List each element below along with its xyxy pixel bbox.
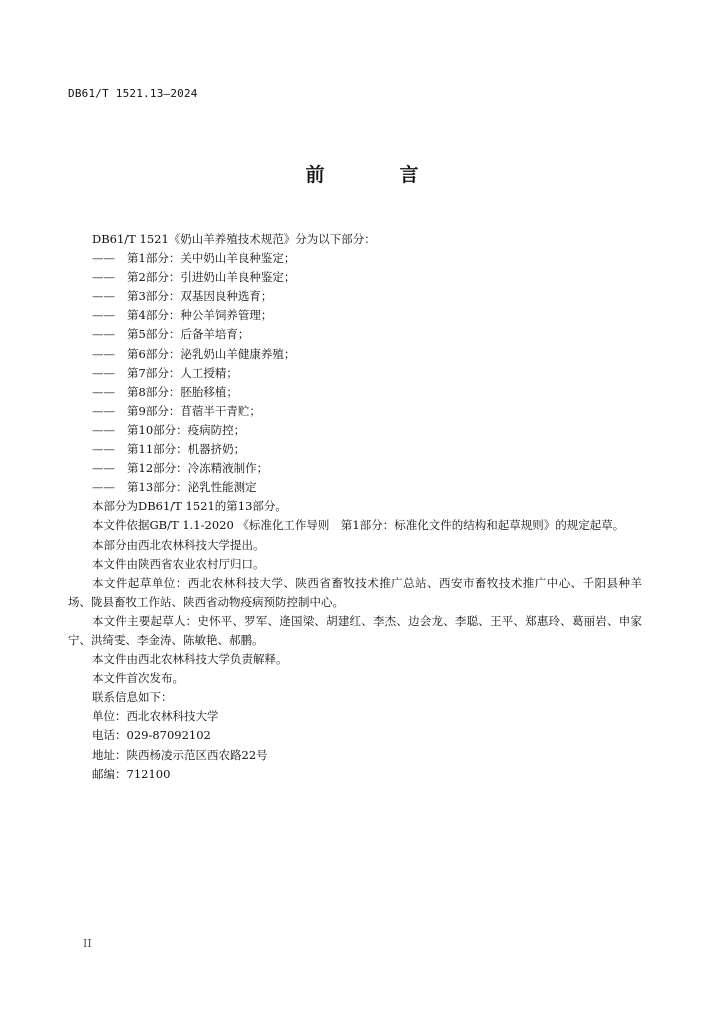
list-dash: —— (92, 480, 115, 495)
list-item-text: 第2部分：引进奶山羊良种鉴定； (127, 270, 296, 285)
list-item-text: 第13部分：泌乳性能测定 (127, 480, 257, 495)
list-dash: —— (92, 422, 115, 437)
paragraph: 地址：陕西杨凌示范区西农路22号 (92, 747, 268, 762)
list-dash: —— (92, 365, 115, 380)
paragraph: 本部分为DB61/T 1521的第13部分。 (92, 499, 287, 514)
list-dash: —— (92, 461, 115, 476)
paragraph: 本部分由西北农林科技大学提出。 (92, 537, 265, 552)
paragraph: 本文件依据GB/T 1.1-2020 《标准化工作导则 第1部分：标准化文件的结构和起草规则》的规定起草。 (92, 518, 625, 533)
list-dash: —— (92, 327, 115, 342)
list-item (68, 306, 642, 325)
list-item-text: 第9部分：苜蓿半干青贮； (127, 403, 261, 418)
list-dash: —— (92, 289, 115, 304)
paragraph: 本文件主要起草人：史怀平、罗军、逄国梁、胡建红、李杰、边会龙、李聪、王平、郑惠玲、葛丽岩、申家宁、洪绮雯、李金涛、陈敏艳、郝鹏。 (68, 613, 642, 647)
list-dash: —— (92, 403, 115, 418)
list-item-text: 第3部分：双基因良种选育； (127, 289, 273, 304)
page-title: 前 言 (305, 164, 447, 186)
list-dash: —— (92, 442, 115, 457)
list-item-text: 第7部分：人工授精； (127, 365, 238, 380)
list-dash: —— (92, 251, 115, 266)
list-item (68, 421, 642, 440)
list-dash: —— (92, 346, 115, 361)
document-code: DB61/T 1521.13—2024 (68, 87, 198, 100)
list-item-text: 第6部分：泌乳奶山羊健康养殖； (127, 346, 296, 361)
list-item (68, 440, 642, 459)
paragraph: 本文件由西北农林科技大学负责解释。 (92, 652, 288, 667)
list-item (68, 478, 642, 497)
list-item (68, 364, 642, 383)
list-dash: —— (92, 384, 115, 399)
paragraphs (68, 497, 642, 783)
page-number: II (83, 937, 92, 950)
list-item (68, 459, 642, 478)
list-item (68, 287, 642, 306)
list-item-text: 第12部分：冷冻精液制作； (127, 461, 269, 476)
list-item-text: 第8部分：胚胎移植； (127, 384, 238, 399)
list-item (68, 402, 642, 421)
list-item-text: 第11部分：机器挤奶； (127, 442, 246, 457)
list-item-text: 第5部分：后备羊培育； (127, 327, 250, 342)
paragraph: 电话：029-87092102 (92, 728, 211, 743)
list-item-text: 第10部分：疫病防控； (127, 422, 246, 437)
list-item-text: 第4部分：种公羊饲养管理； (127, 308, 273, 323)
paragraph: 本文件首次发布。 (92, 671, 184, 686)
list-dash: —— (92, 308, 115, 323)
list-item (68, 249, 642, 268)
list-dash: —— (92, 270, 115, 285)
intro-paragraph: DB61/T 1521《奶山羊养殖技术规范》分为以下部分： (92, 232, 376, 246)
list-item (68, 345, 642, 364)
list-item (68, 383, 642, 402)
list-item (68, 268, 642, 287)
list-item-text: 第1部分：关中奶山羊良种鉴定； (127, 251, 296, 266)
parts-list (68, 249, 642, 497)
paragraph: 本文件由陕西省农业农村厅归口。 (92, 556, 265, 571)
foreword-body (68, 230, 642, 784)
paragraph: 邮编：712100 (92, 766, 171, 781)
paragraph: 联系信息如下： (92, 690, 173, 705)
paragraph: 单位：西北农林科技大学 (92, 709, 219, 724)
list-item (68, 325, 642, 344)
paragraph: 本文件起草单位：西北农林科技大学、陕西省畜牧技术推广总站、西安市畜牧技术推广中心、千阳县种羊场、陇县畜牧工作站、陕西省动物疫病预防控制中心。 (68, 575, 642, 609)
